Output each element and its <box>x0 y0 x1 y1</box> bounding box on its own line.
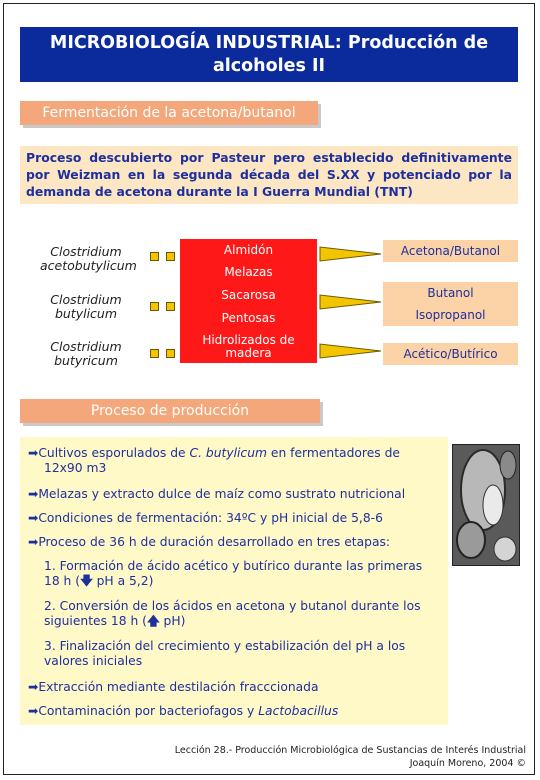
footer-author: Joaquín Moreno, 2004 © <box>409 758 526 769</box>
footer-lesson: Lección 28.- Producción Microbiológica de Sustancias de Interés Industrial <box>174 745 526 756</box>
arrow-acetona <box>320 247 381 261</box>
organism-acetobutylicum <box>40 244 137 273</box>
organism-butylicum <box>40 293 132 321</box>
marker-square <box>150 302 159 311</box>
organism-species: acetobutylicum <box>40 258 137 273</box>
list-text: Melazas y extracto dulce de maíz como sustrato nutricional <box>38 487 406 501</box>
organism-genus: Clostridium <box>50 339 122 354</box>
product-butanol: Butanol <box>427 286 474 300</box>
up-arrow-icon: 🡅 <box>146 614 160 628</box>
list-text: Extracción mediante destilación fracccionada <box>38 680 319 694</box>
micrograph-drawing <box>453 445 519 565</box>
marker-square <box>150 252 159 261</box>
marker-square <box>166 349 175 358</box>
slide-title <box>20 27 518 82</box>
arrow-acetico <box>320 344 381 358</box>
list-text: Condiciones de fermentación: 34ºC y pH inicial de 5,8-6 <box>38 511 383 525</box>
list-item-condiciones <box>28 511 383 526</box>
product-isopropanol: Isopropanol <box>415 308 486 322</box>
stage-text: pH a 5,2) <box>92 574 154 588</box>
product-acetona-butanol: Acetona/Butanol <box>383 240 518 262</box>
organism-species: butylicum <box>54 306 118 321</box>
right-arrow-icon: ➡ <box>28 446 39 460</box>
right-arrow-icon: ➡ <box>28 511 39 525</box>
list-item-cultivos-cont: 12x90 m3 <box>44 461 107 475</box>
organism-butyricum <box>40 340 132 368</box>
list-item-melazas <box>28 487 405 502</box>
product-butanol-isopropanol <box>383 282 518 326</box>
organism-genus: Clostridium <box>50 244 122 259</box>
product-acetico-butirico: Acético/Butírico <box>383 343 518 365</box>
list-text: Contaminación por bacteriofagos y <box>38 704 259 718</box>
stage-text: valores iniciales <box>44 654 143 668</box>
list-italic: Lactobacillus <box>258 704 339 718</box>
substrate-almidon: Almidón <box>223 243 274 257</box>
list-item-cultivos <box>28 446 442 461</box>
section-heading-process <box>20 399 320 423</box>
intro-paragraph: Proceso descubierto por Pasteur pero establecido definitivamente por Weizman en la segunda década del S.XX y potenciado por la demanda de acetona durante la I Guerra Mundial (TNT) <box>20 146 518 204</box>
substrate-madera: madera <box>225 346 272 360</box>
stage-1 <box>44 559 422 589</box>
right-arrow-icon: ➡ <box>28 487 39 501</box>
title-line2: alcoholes II <box>212 55 326 76</box>
organism-genus: Clostridium <box>50 292 122 307</box>
section-heading-label: Proceso de producción <box>90 403 250 419</box>
marker-square <box>150 349 159 358</box>
arrow-butanol <box>320 295 381 309</box>
stage-text: 1. Formación de ácido acético y butírico durante las primeras <box>44 559 423 573</box>
marker-square <box>166 302 175 311</box>
marker-square <box>166 252 175 261</box>
stage-text: 2. Conversión de los ácidos en acetona y butanol durante los <box>44 599 421 613</box>
list-item-proceso <box>28 535 390 550</box>
substrate-pentosas: Pentosas <box>221 311 276 325</box>
section-heading-fermentation <box>20 101 318 125</box>
stage-text: siguientes 18 h ( <box>44 614 147 628</box>
list-text: Proceso de 36 h de duración desarrollado en tres etapas: <box>38 535 391 549</box>
stage-2 <box>44 599 421 629</box>
substrate-melazas: Melazas <box>224 265 273 279</box>
stage-text: pH) <box>159 614 186 628</box>
organism-species: butyricum <box>54 353 118 368</box>
list-item-contaminacion <box>28 704 338 719</box>
stage-text: 18 h ( <box>44 574 81 588</box>
title-line1: MICROBIOLOGÍA INDUSTRIAL: Producción de <box>49 32 489 53</box>
stage-text: 3. Finalización del crecimiento y estabilización del pH a los <box>44 639 406 653</box>
down-arrow-icon: 🡇 <box>80 574 93 588</box>
micrograph-image <box>452 444 520 566</box>
right-arrow-icon: ➡ <box>28 704 39 718</box>
list-text: en fermentadores de <box>266 446 400 460</box>
right-arrow-icon: ➡ <box>28 680 39 694</box>
product-arrows <box>317 240 383 365</box>
list-text: Cultivos esporulados de <box>38 446 190 460</box>
substrate-hidrolizados: Hidrolizados de <box>202 333 295 347</box>
substrate-sacarosa: Sacarosa <box>221 288 276 302</box>
list-italic: C. butylicum <box>189 446 267 460</box>
stage-3 <box>44 639 405 669</box>
list-item-extraccion <box>28 680 319 695</box>
right-arrow-icon: ➡ <box>28 535 39 549</box>
section-heading-label: Fermentación de la acetona/butanol <box>42 105 296 121</box>
